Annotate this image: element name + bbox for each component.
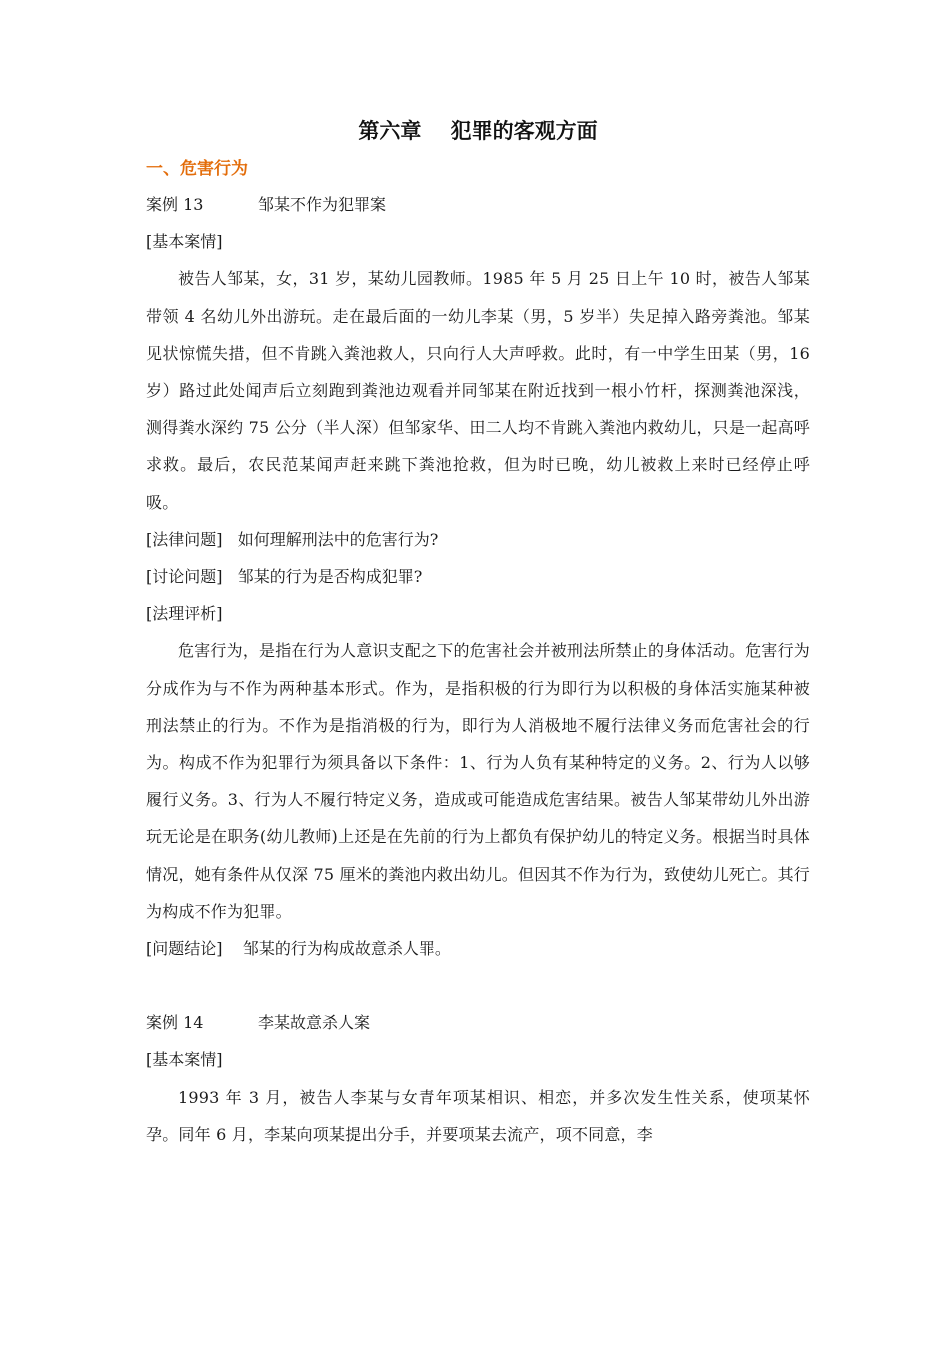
case13-legal-question: [法律问题] 如何理解刑法中的危害行为? bbox=[146, 529, 439, 549]
case14-title: 李某故意杀人案 bbox=[258, 1013, 371, 1033]
case13-analysis-label: [法理评析] bbox=[146, 604, 223, 624]
case13-basic-text: 被告人邹某，女，31 岁，某幼儿园教师。1985 年 5 月 25 日上午 10 时，被告人邹某带领 4 名幼儿外出游玩。走在最后面的一幼儿李某（男，5 岁半）失足掉入路旁粪池。邹某见状惊慌失措，但不肯跳入粪池救人，只向行人大声呼救。此时，有一中学生田某（男，16 岁）路过此处闻声后立刻跑到粪池边观看并同邹某在附近找到一根小竹杆，探测粪池深浅，测得粪水深约 75 公分（半人深）但邹家华、田二人均不肯跳入粪池内救幼儿，只是一起高呼求救。最后，农民范某闻声赶来跳下粪池抢救，但为时已晚，幼儿被救上来时已经停止呼吸。 bbox=[146, 269, 810, 512]
case13-heading bbox=[146, 186, 810, 223]
case14-number: 案例 14 bbox=[146, 1013, 204, 1033]
case14-basic-label: [基本案情] bbox=[146, 1050, 223, 1070]
case13-analysis-text: 危害行为，是指在行为人意识支配之下的危害社会并被刑法所禁止的身体活动。危害行为分成作为与不作为两种基本形式。作为，是指积极的行为即行为以积极的身体活实施某种被刑法禁止的行为。不作为是指消极的行为，即行为人消极地不履行法律义务而危害社会的行为。构成不作为犯罪行为须具备以下条件：1、行为人负有某种特定的义务。2、行为人以够履行义务。3、行为人不履行特定义务，造成或可能造成危害结果。被告人邹某带幼儿外出游玩无论是在职务(幼儿教师)上还是在先前的行为上都负有保护幼儿的特定义务。根据当时具体情况，她有条件从仅深 75 厘米的粪池内救出幼儿。但因其不作为行为，致使幼儿死亡。其行为构成不作为犯罪。 bbox=[146, 641, 810, 921]
document-content bbox=[146, 112, 810, 1153]
case13-number: 案例 13 bbox=[146, 195, 204, 214]
case13-discussion-question: [讨论问题] 邹某的行为是否构成犯罪? bbox=[146, 567, 423, 587]
case13-conclusion: [问题结论] 邹某的行为构成故意杀人罪。 bbox=[146, 939, 451, 959]
chapter-title: 第六章 犯罪的客观方面 bbox=[358, 119, 598, 143]
case14-heading bbox=[146, 1004, 810, 1041]
case14-basic-text: 1993 年 3 月，被告人李某与女青年项某相识、相恋，并多次发生性关系，使项某怀孕。同年 6 月，李某向项某提出分手，并要项某去流产，项不同意，李 bbox=[146, 1087, 810, 1144]
case13-basic-label: [基本案情] bbox=[146, 232, 223, 252]
case-spacer bbox=[146, 967, 810, 1004]
case13-title: 邹某不作为犯罪案 bbox=[258, 195, 387, 214]
section-heading: 一、危害行为 bbox=[146, 159, 248, 179]
